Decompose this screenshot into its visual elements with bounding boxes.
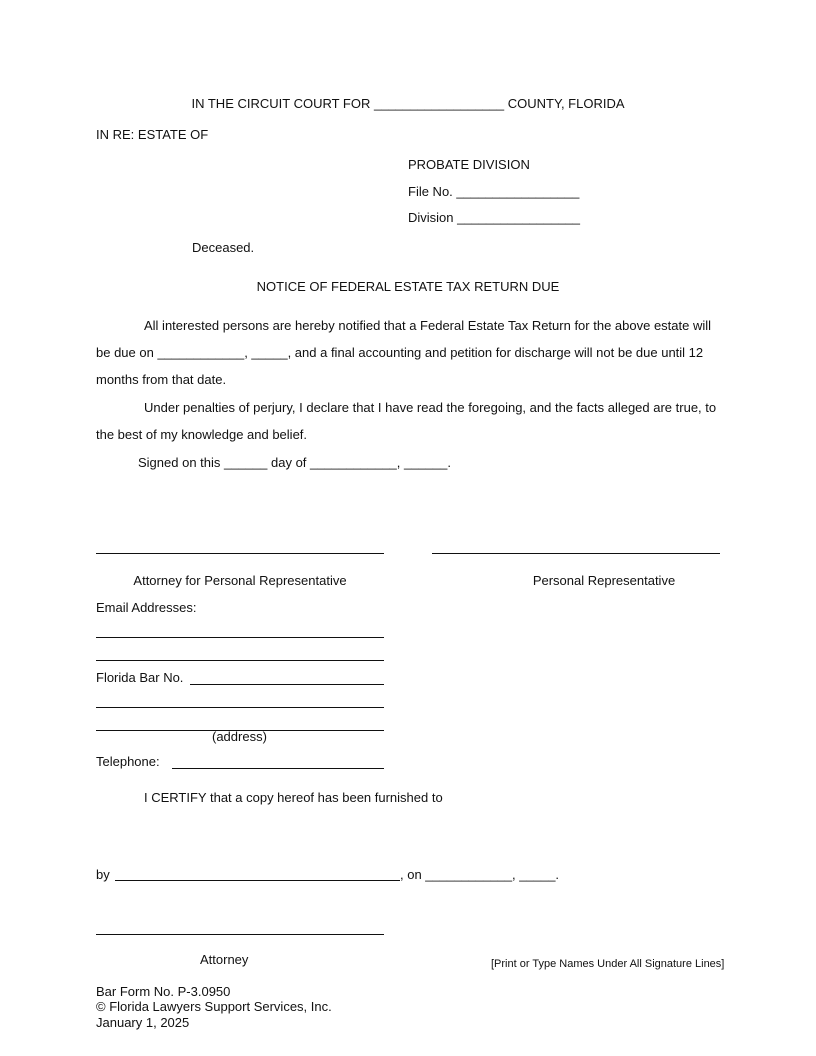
paragraph-1-line-2: be due on ____________, _____, and a final accounting and petition for discharge will not be due until 12 (96, 345, 704, 360)
paragraph-2-line-2: the best of my knowledge and belief. (96, 427, 308, 442)
attorney-label: Attorney (200, 952, 249, 967)
file-no-field: File No. _________________ (408, 184, 580, 199)
paragraph-1-line-1: All interested persons are hereby notified that a Federal Estate Tax Return for the above estate will (144, 318, 712, 333)
by-label: by (96, 867, 110, 882)
copyright-notice: © Florida Lawyers Support Services, Inc. (96, 999, 332, 1014)
telephone-label: Telephone: (96, 754, 160, 769)
form-date: January 1, 2025 (96, 1015, 190, 1030)
telephone-line (172, 768, 384, 769)
personal-rep-signature-line (432, 553, 720, 554)
signed-date-line: Signed on this ______ day of ____________, ______. (138, 455, 451, 470)
court-caption: IN THE CIRCUIT COURT FOR __________________ COUNTY, FLORIDA (191, 96, 625, 111)
email-addresses-label: Email Addresses: (96, 600, 197, 615)
email-line-1 (96, 637, 384, 638)
certify-signature-line (96, 934, 384, 935)
division-field: Division _________________ (408, 210, 581, 225)
document-title: NOTICE OF FEDERAL ESTATE TAX RETURN DUE (256, 279, 560, 294)
probate-division-label: PROBATE DIVISION (408, 157, 530, 172)
print-names-note: [Print or Type Names Under All Signature Lines] (491, 958, 725, 970)
in-re-label: IN RE: ESTATE OF (96, 127, 209, 142)
on-date-line: , on ____________, _____. (400, 867, 560, 882)
deceased-label: Deceased. (192, 240, 255, 255)
address-line-1 (96, 707, 384, 708)
florida-bar-no-line (190, 684, 384, 685)
certify-statement: I CERTIFY that a copy hereof has been furnished to (144, 790, 443, 805)
paragraph-1-line-3: months from that date. (96, 372, 227, 387)
email-line-2 (96, 660, 384, 661)
bar-form-number: Bar Form No. P-3.0950 (96, 984, 231, 999)
florida-bar-no-label: Florida Bar No. (96, 670, 184, 685)
paragraph-2-line-1: Under penalties of perjury, I declare that I have read the foregoing, and the facts alleged are true, to (144, 400, 717, 415)
personal-rep-label: Personal Representative (532, 573, 676, 588)
attorney-signature-line (96, 553, 384, 554)
address-caption: (address) (212, 729, 267, 744)
by-line (115, 880, 400, 881)
attorney-for-pr-label: Attorney for Personal Representative (133, 573, 347, 588)
